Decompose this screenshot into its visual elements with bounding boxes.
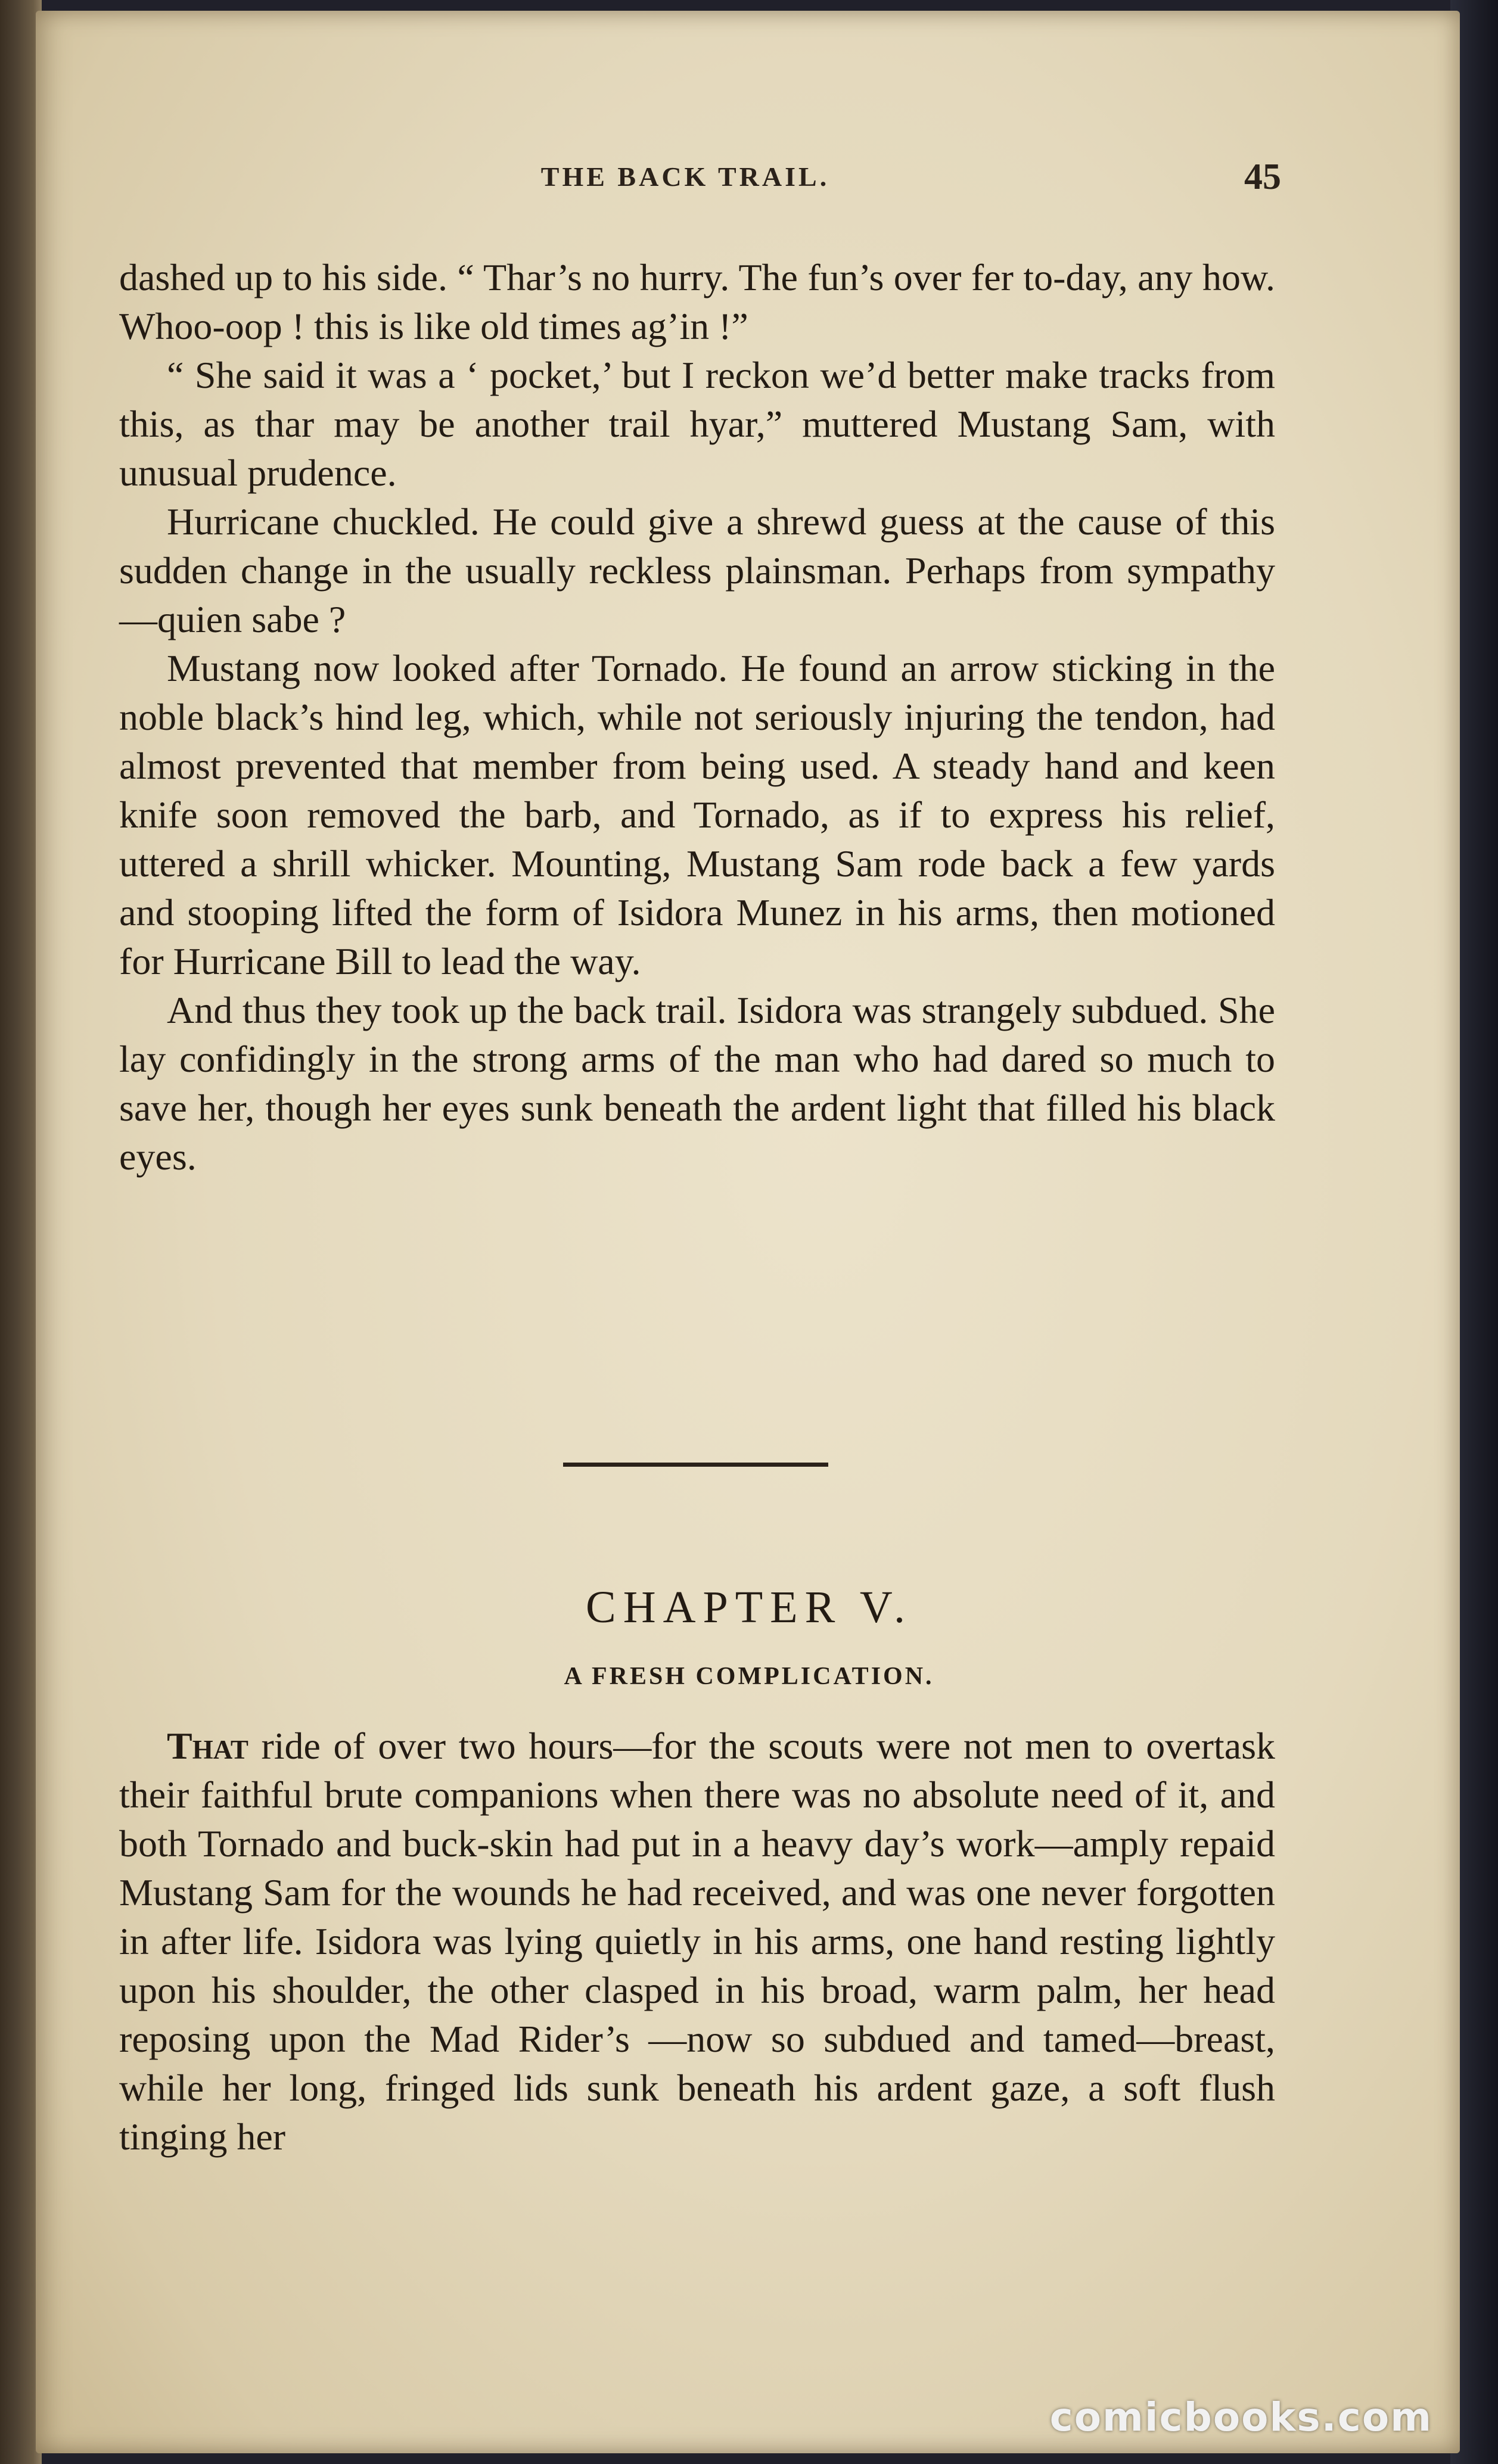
section-two-text: [119, 1722, 1275, 2161]
page-number: 45: [1244, 157, 1281, 197]
paragraph: dashed up to his side. “ Thar’s no hurry. The fun’s over fer to-day, any how. Whoo-oop ! this is like old times ag’in !”: [119, 256, 1275, 347]
page-header: [0, 157, 1498, 209]
chapter-title: CHAPTER V.: [586, 1582, 912, 1632]
opening-word: That: [167, 1725, 248, 1767]
paragraph-body: ride of over two hours—for the scouts were not men to overtask their faithful brute companions when there was no absolute need of it, and both Tornado and buck-skin had put in a heavy day’s work—amply repaid Mustang Sam for the wounds he had received, and was one never forgotten in after life. Isidora was lying quietly in his arms, one hand resting lightly upon his shoulder, the other clasped in his broad, warm palm, her head reposing upon the Mad Rider’s —now so subdued and tamed—breast, while her long, fringed lids sunk beneath his ardent gaze, a soft flush tinging her: [119, 1725, 1276, 2158]
paragraph: Hurricane chuckled. He could give a shrewd guess at the cause of this sudden change in the usually reckless plainsman. Perhaps from sympathy—quien sabe ?: [119, 500, 1275, 640]
section-one-text: [119, 253, 1275, 1181]
paragraph: [119, 1722, 1275, 2161]
paragraph: And thus they took up the back trail. Isidora was strangely subdued. She lay confidingly in the strong arms of the man who had dared so much to save her, though her eyes sunk beneath the ardent light that filled his black eyes.: [119, 989, 1275, 1178]
chapter-subtitle: A FRESH COMPLICATION.: [564, 1663, 934, 1690]
paragraph: Mustang now looked after Tornado. He found an arrow sticking in the noble black’s hind leg, which, while not seriously injuring the tendon, had almost prevented that member from being used. A steady hand and keen knife soon removed the barb, and Tornado, as if to express his relief, uttered a shrill whicker. Mounting, Mustang Sam rode back a few yards and stooping lifted the form of Isidora Munez in his arms, then motioned for Hurricane Bill to lead the way.: [119, 647, 1275, 982]
paragraph: “ She said it was a ‘ pocket,’ but I reckon we’d better make tracks from this, as thar may be another trail hyar,” muttered Mustang Sam, with unusual prudence.: [119, 354, 1275, 494]
section-divider-rule: [563, 1463, 828, 1467]
watermark-logo: comicbooks.com: [1049, 2394, 1432, 2440]
running-head: THE BACK TRAIL.: [540, 161, 830, 192]
